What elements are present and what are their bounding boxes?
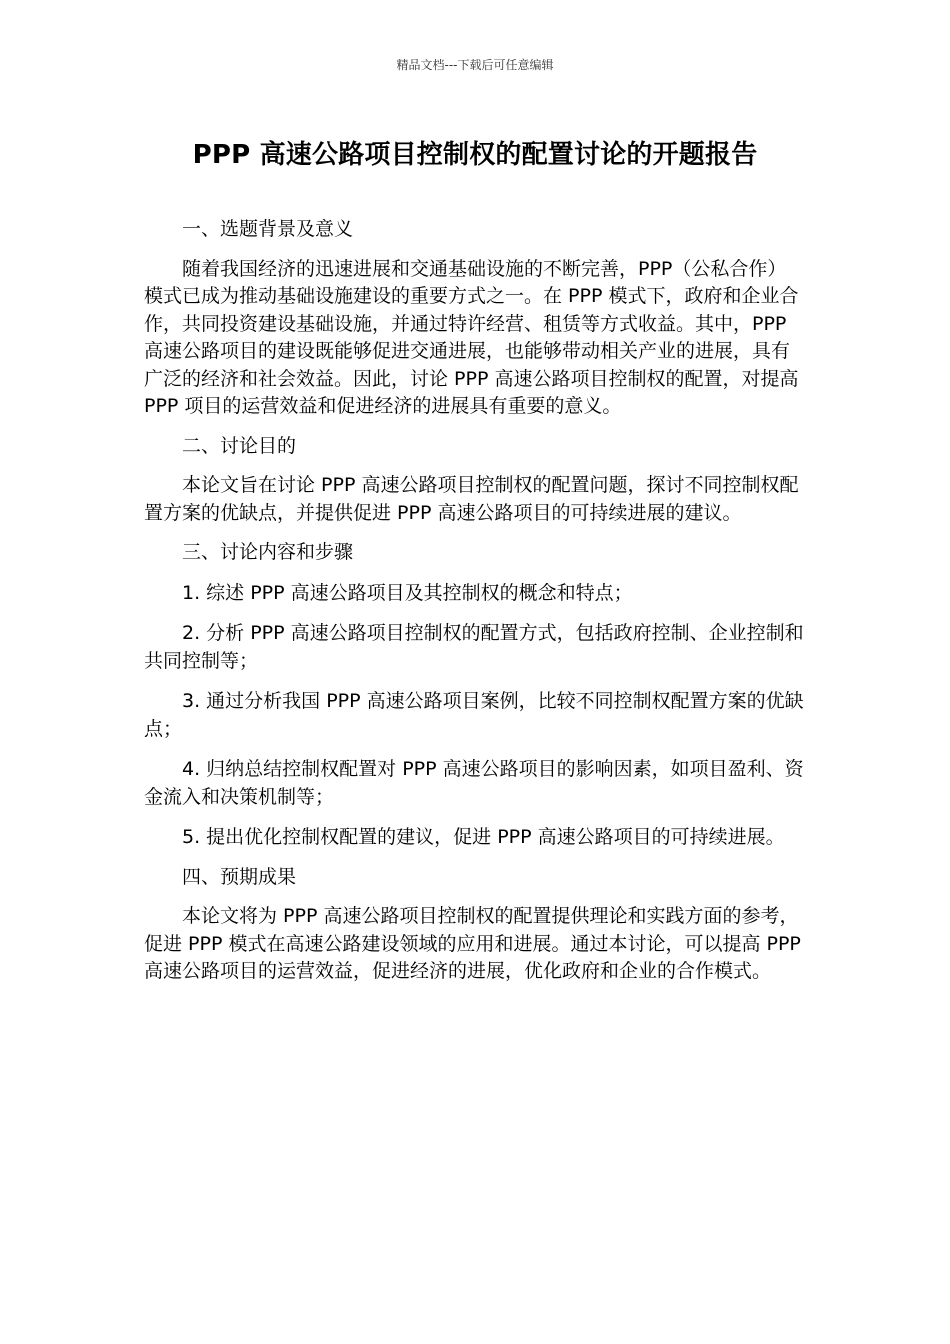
section-heading-content-steps: 三、讨论内容和步骤 <box>182 541 354 563</box>
section-heading-background: 一、选题背景及意义 <box>182 218 354 240</box>
paragraph-expected-results: 本论文将为 PPP 高速公路项目控制权的配置提供理论和实践方面的参考，促进 PPP 模式在高速公路建设领域的应用和进展。通过本讨论，可以提高 PPP 高速公路项目的运营效益，促进经济的进展，优化政府和企业的合作模式。 <box>144 905 801 982</box>
section-heading-purpose: 二、讨论目的 <box>182 434 297 457</box>
paragraph-purpose: 本论文旨在讨论 PPP 高速公路项目控制权的配置问题，探讨不同控制权配置方案的优缺点，并提供促进 PPP 高速公路项目的可持续进展的建议。 <box>144 474 799 524</box>
list-item: 3. 通过分析我国 PPP 高速公路项目案例，比较不同控制权配置方案的优缺点； <box>144 690 804 740</box>
page-header: 精品文档---下载后可任意编辑 <box>396 58 554 72</box>
list-item: 4. 归纳总结控制权配置对 PPP 高速公路项目的影响因素，如项目盈利、资金流入和决策机制等； <box>144 758 804 808</box>
section-heading-expected-results: 四、预期成果 <box>182 865 297 888</box>
paragraph-background: 随着我国经济的迅速进展和交通基础设施的不断完善，PPP（公私合作）模式已成为推动基础设施建设的重要方式之一。在 PPP 模式下，政府和企业合作，共同投资建设基础设施，并通过特许经营、租赁等方式收益。其中，PPP 高速公路项目的建设既能够促进交通进展，也能够带动相关产业的进展，具有广泛的经济和社会效益。因此，讨论 PPP 高速公路项目控制权的配置，对提高 PPP 项目的运营效益和促进经济的进展具有重要的意义。 <box>144 257 799 417</box>
list-item: 5. 提出优化控制权配置的建议，促进 PPP 高速公路项目的可持续进展。 <box>182 826 785 848</box>
list-item: 2. 分析 PPP 高速公路项目控制权的配置方式，包括政府控制、企业控制和共同控制等； <box>144 622 804 672</box>
document-title: PPP 高速公路项目控制权的配置讨论的开题报告 <box>192 140 758 170</box>
list-item: 1. 综述 PPP 高速公路项目及其控制权的概念和特点； <box>182 581 633 604</box>
document-body <box>144 216 804 986</box>
